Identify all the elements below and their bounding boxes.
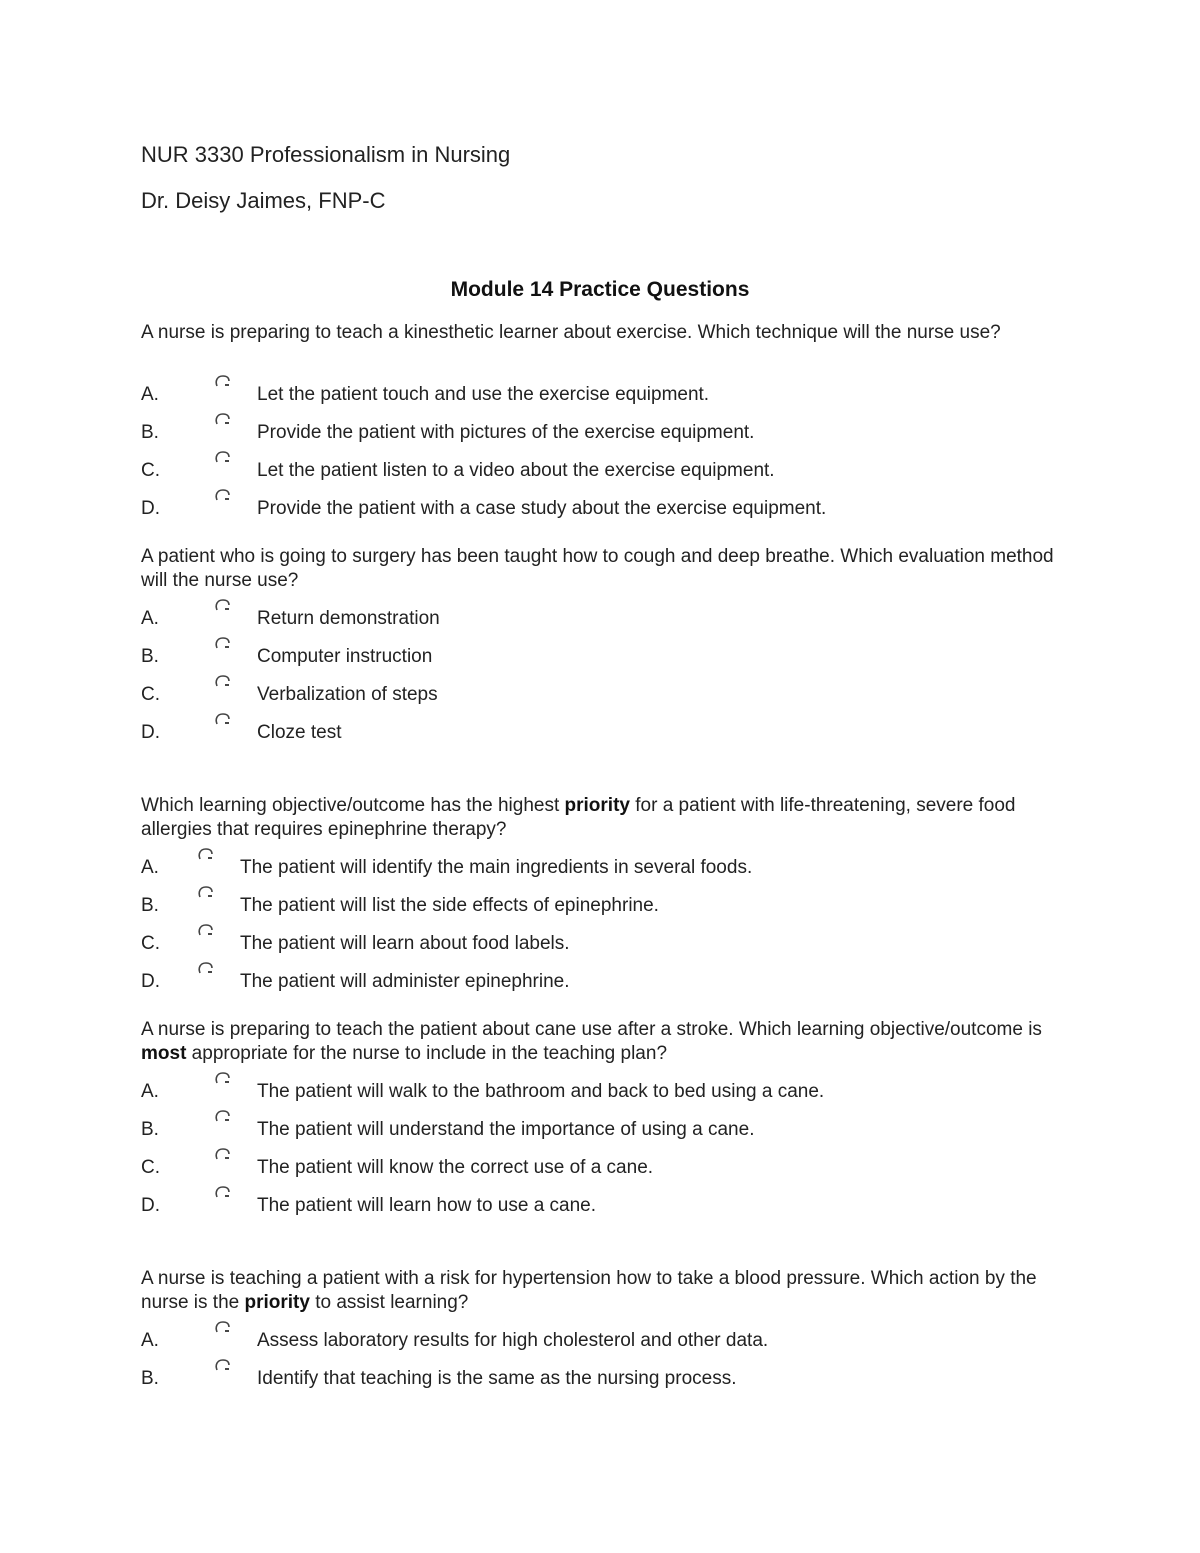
option-text: Verbalization of steps	[257, 684, 438, 705]
question-2-option-b[interactable]	[141, 644, 1101, 670]
question-2-stem-text: A patient who is going to surgery has been taught how to cough and deep breathe. Which evaluation method will the nurse use?	[141, 546, 1054, 591]
radio-button-icon[interactable]	[214, 1070, 232, 1090]
option-text: The patient will learn how to use a cane.	[257, 1195, 597, 1216]
question-5-option-a[interactable]	[141, 1328, 1101, 1354]
option-text: Return demonstration	[257, 608, 440, 629]
radio-button-icon[interactable]	[214, 1319, 232, 1339]
question-4-stem-text: appropriate for the nurse to include in the teaching plan?	[186, 1043, 668, 1064]
option-letter: D.	[141, 971, 160, 992]
question-5-option-b[interactable]	[141, 1366, 1101, 1392]
question-3-option-b[interactable]	[141, 893, 1101, 919]
radio-button-icon[interactable]	[197, 960, 215, 980]
radio-button-icon[interactable]	[214, 373, 232, 393]
question-3-stem-text: Which learning objective/outcome has the highest	[141, 795, 565, 816]
option-text: The patient will list the side effects of epinephrine.	[240, 895, 659, 916]
question-4-option-b[interactable]	[141, 1117, 1101, 1143]
radio-button-icon[interactable]	[197, 922, 215, 942]
question-3-stem-text: for a patient with life-threatening, severe food allergies that requires epinephrine therapy?	[141, 795, 1016, 840]
option-text: Provide the patient with a case study about the exercise equipment.	[257, 498, 827, 519]
question-1-option-d[interactable]	[141, 496, 1101, 522]
option-letter: B.	[141, 1368, 159, 1389]
question-5-stem-text: A nurse is teaching a patient with a risk for hypertension how to take a blood pressure. Which action by the nurse is the	[141, 1268, 1037, 1313]
option-text: Identify that teaching is the same as the nursing process.	[257, 1368, 737, 1389]
question-4-option-d[interactable]	[141, 1193, 1101, 1219]
radio-button-icon[interactable]	[197, 846, 215, 866]
question-3-option-a[interactable]	[141, 855, 1101, 881]
radio-button-icon[interactable]	[214, 1184, 232, 1204]
question-1-option-b[interactable]	[141, 420, 1101, 446]
question-2-stem	[141, 545, 1081, 593]
question-3-stem	[141, 794, 1081, 842]
option-letter: D.	[141, 722, 160, 743]
question-3-option-d[interactable]	[141, 969, 1101, 995]
question-4-option-c[interactable]	[141, 1155, 1101, 1181]
option-letter: C.	[141, 1157, 160, 1178]
option-letter: A.	[141, 1330, 159, 1351]
option-text: The patient will identify the main ingredients in several foods.	[240, 857, 753, 878]
radio-button-icon[interactable]	[214, 411, 232, 431]
option-text: Assess laboratory results for high cholesterol and other data.	[257, 1330, 769, 1351]
question-5-stem-text: to assist learning?	[309, 1292, 469, 1313]
option-letter: B.	[141, 646, 159, 667]
question-1-option-c[interactable]	[141, 458, 1101, 484]
option-text: The patient will learn about food labels.	[240, 933, 570, 954]
emphasis-word: most	[141, 1043, 187, 1064]
option-text: The patient will know the correct use of a cane.	[257, 1157, 654, 1178]
radio-button-icon[interactable]	[214, 449, 232, 469]
option-letter: A.	[141, 384, 159, 405]
option-text: The patient will administer epinephrine.	[240, 971, 570, 992]
instructor-name: Dr. Deisy Jaimes, FNP-C	[141, 188, 386, 213]
question-1-stem	[141, 321, 1081, 345]
radio-button-icon[interactable]	[214, 711, 232, 731]
radio-button-icon[interactable]	[214, 487, 232, 507]
question-4-stem-text: A nurse is preparing to teach the patient about cane use after a stroke. Which learning objective/outcome is	[141, 1019, 1042, 1040]
option-letter: C.	[141, 684, 160, 705]
radio-button-icon[interactable]	[197, 884, 215, 904]
option-letter: C.	[141, 460, 160, 481]
question-2-option-d[interactable]	[141, 720, 1101, 746]
option-text: The patient will understand the importance of using a cane.	[257, 1119, 755, 1140]
option-text: Computer instruction	[257, 646, 433, 667]
radio-button-icon[interactable]	[214, 1146, 232, 1166]
question-2-option-a[interactable]	[141, 606, 1101, 632]
course-title: NUR 3330 Professionalism in Nursing	[141, 142, 511, 167]
option-letter: B.	[141, 895, 159, 916]
radio-button-icon[interactable]	[214, 1108, 232, 1128]
option-text: The patient will walk to the bathroom and back to bed using a cane.	[257, 1081, 825, 1102]
option-text: Let the patient listen to a video about the exercise equipment.	[257, 460, 775, 481]
emphasis-word: priority	[244, 1292, 310, 1313]
option-letter: A.	[141, 608, 159, 629]
question-2-option-c[interactable]	[141, 682, 1101, 708]
option-text: Cloze test	[257, 722, 342, 743]
option-letter: D.	[141, 1195, 160, 1216]
question-1-stem-text: A nurse is preparing to teach a kinesthetic learner about exercise. Which technique will the nurse use?	[141, 322, 1001, 343]
question-5-stem	[141, 1267, 1081, 1315]
radio-button-icon[interactable]	[214, 635, 232, 655]
question-4-option-a[interactable]	[141, 1079, 1101, 1105]
option-letter: D.	[141, 498, 160, 519]
radio-button-icon[interactable]	[214, 597, 232, 617]
question-1-option-a[interactable]	[141, 382, 1101, 408]
option-letter: B.	[141, 1119, 159, 1140]
option-letter: C.	[141, 933, 160, 954]
emphasis-word: priority	[564, 795, 630, 816]
option-text: Let the patient touch and use the exercise equipment.	[257, 384, 710, 405]
radio-button-icon[interactable]	[214, 673, 232, 693]
question-4-stem	[141, 1018, 1081, 1066]
radio-button-icon[interactable]	[214, 1357, 232, 1377]
option-text: Provide the patient with pictures of the exercise equipment.	[257, 422, 755, 443]
option-letter: B.	[141, 422, 159, 443]
page-title: Module 14 Practice Questions	[450, 278, 750, 301]
option-letter: A.	[141, 1081, 159, 1102]
question-3-option-c[interactable]	[141, 931, 1101, 957]
option-letter: A.	[141, 857, 159, 878]
